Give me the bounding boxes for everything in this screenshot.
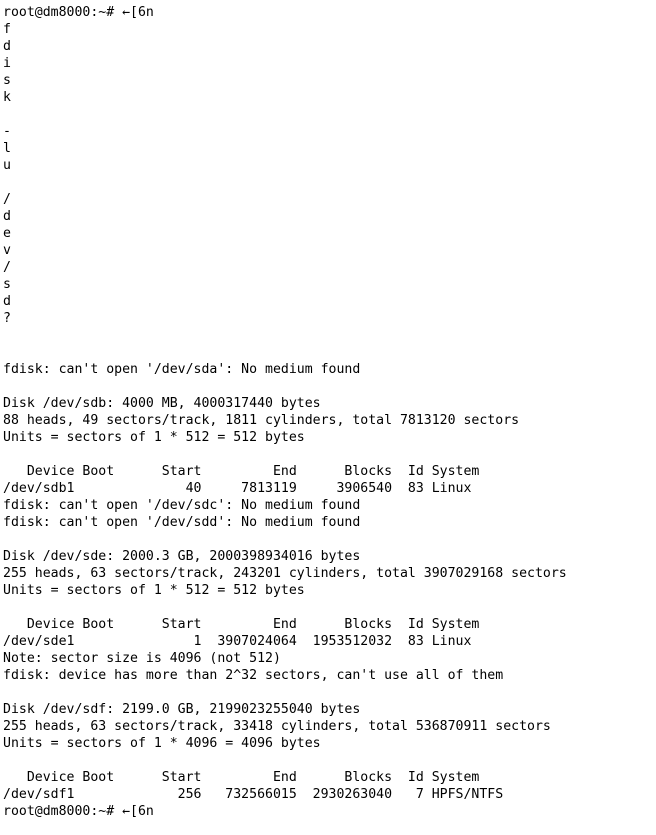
- echoed-char: k: [3, 90, 11, 105]
- blank-line: [3, 446, 656, 463]
- blank-line: [3, 684, 656, 701]
- echoed-char: /: [3, 192, 11, 207]
- blank-line: [3, 378, 656, 395]
- error-message: fdisk: can't open '/dev/sda': No medium found: [3, 362, 361, 377]
- blank-line: [3, 106, 656, 123]
- error-message: fdisk: can't open '/dev/sdc': No medium found: [3, 498, 361, 513]
- blank-line: [3, 531, 656, 548]
- disk-geometry: 255 heads, 63 sectors/track, 243201 cylinders, total 3907029168 sectors: [3, 566, 567, 581]
- error-message: fdisk: can't open '/dev/sdd': No medium found: [3, 515, 361, 530]
- echoed-char: s: [3, 73, 11, 88]
- disk-summary: Disk /dev/sdf: 2199.0 GB, 2199023255040 bytes: [3, 702, 361, 717]
- echoed-char: v: [3, 243, 11, 258]
- partition-row: /dev/sdb1 40 7813119 3906540 83 Linux: [3, 481, 472, 496]
- disk-summary: Disk /dev/sdb: 4000 MB, 4000317440 bytes: [3, 396, 321, 411]
- note-message: Note: sector size is 4096 (not 512): [3, 651, 281, 666]
- warning-message: fdisk: device has more than 2^32 sectors, can't use all of them: [3, 668, 504, 683]
- echoed-char: u: [3, 158, 11, 173]
- echoed-char: -: [3, 124, 11, 139]
- partition-table-header: Device Boot Start End Blocks Id System: [3, 770, 480, 785]
- disk-units: Units = sectors of 1 * 512 = 512 bytes: [3, 430, 305, 445]
- disk-summary: Disk /dev/sde: 2000.3 GB, 2000398934016 bytes: [3, 549, 361, 564]
- echoed-char: i: [3, 56, 11, 71]
- disk-units: Units = sectors of 1 * 512 = 512 bytes: [3, 583, 305, 598]
- partition-row: /dev/sde1 1 3907024064 1953512032 83 Linux: [3, 634, 472, 649]
- echoed-char: s: [3, 277, 11, 292]
- disk-units: Units = sectors of 1 * 4096 = 4096 bytes: [3, 736, 321, 751]
- echoed-char: l: [3, 141, 11, 156]
- blank-line: [3, 752, 656, 769]
- echoed-char: d: [3, 39, 11, 54]
- blank-line: [3, 344, 656, 361]
- echoed-char: e: [3, 226, 11, 241]
- blank-line: [3, 174, 656, 191]
- echoed-char: f: [3, 22, 11, 37]
- partition-table-header: Device Boot Start End Blocks Id System: [3, 464, 480, 479]
- blank-line: [3, 327, 656, 344]
- echoed-char: d: [3, 209, 11, 224]
- partition-table-header: Device Boot Start End Blocks Id System: [3, 617, 480, 632]
- echoed-char: /: [3, 260, 11, 275]
- blank-line: [3, 599, 656, 616]
- disk-geometry: 255 heads, 63 sectors/track, 33418 cylinders, total 536870911 sectors: [3, 719, 551, 734]
- echoed-char: ?: [3, 311, 11, 326]
- partition-row: /dev/sdf1 256 732566015 2930263040 7 HPFS/NTFS: [3, 787, 504, 802]
- echoed-char: d: [3, 294, 11, 309]
- prompt-line[interactable]: root@dm8000:~# ←[6n: [3, 804, 154, 819]
- disk-geometry: 88 heads, 49 sectors/track, 1811 cylinders, total 7813120 sectors: [3, 413, 520, 428]
- prompt-line: root@dm8000:~# ←[6n: [3, 5, 154, 20]
